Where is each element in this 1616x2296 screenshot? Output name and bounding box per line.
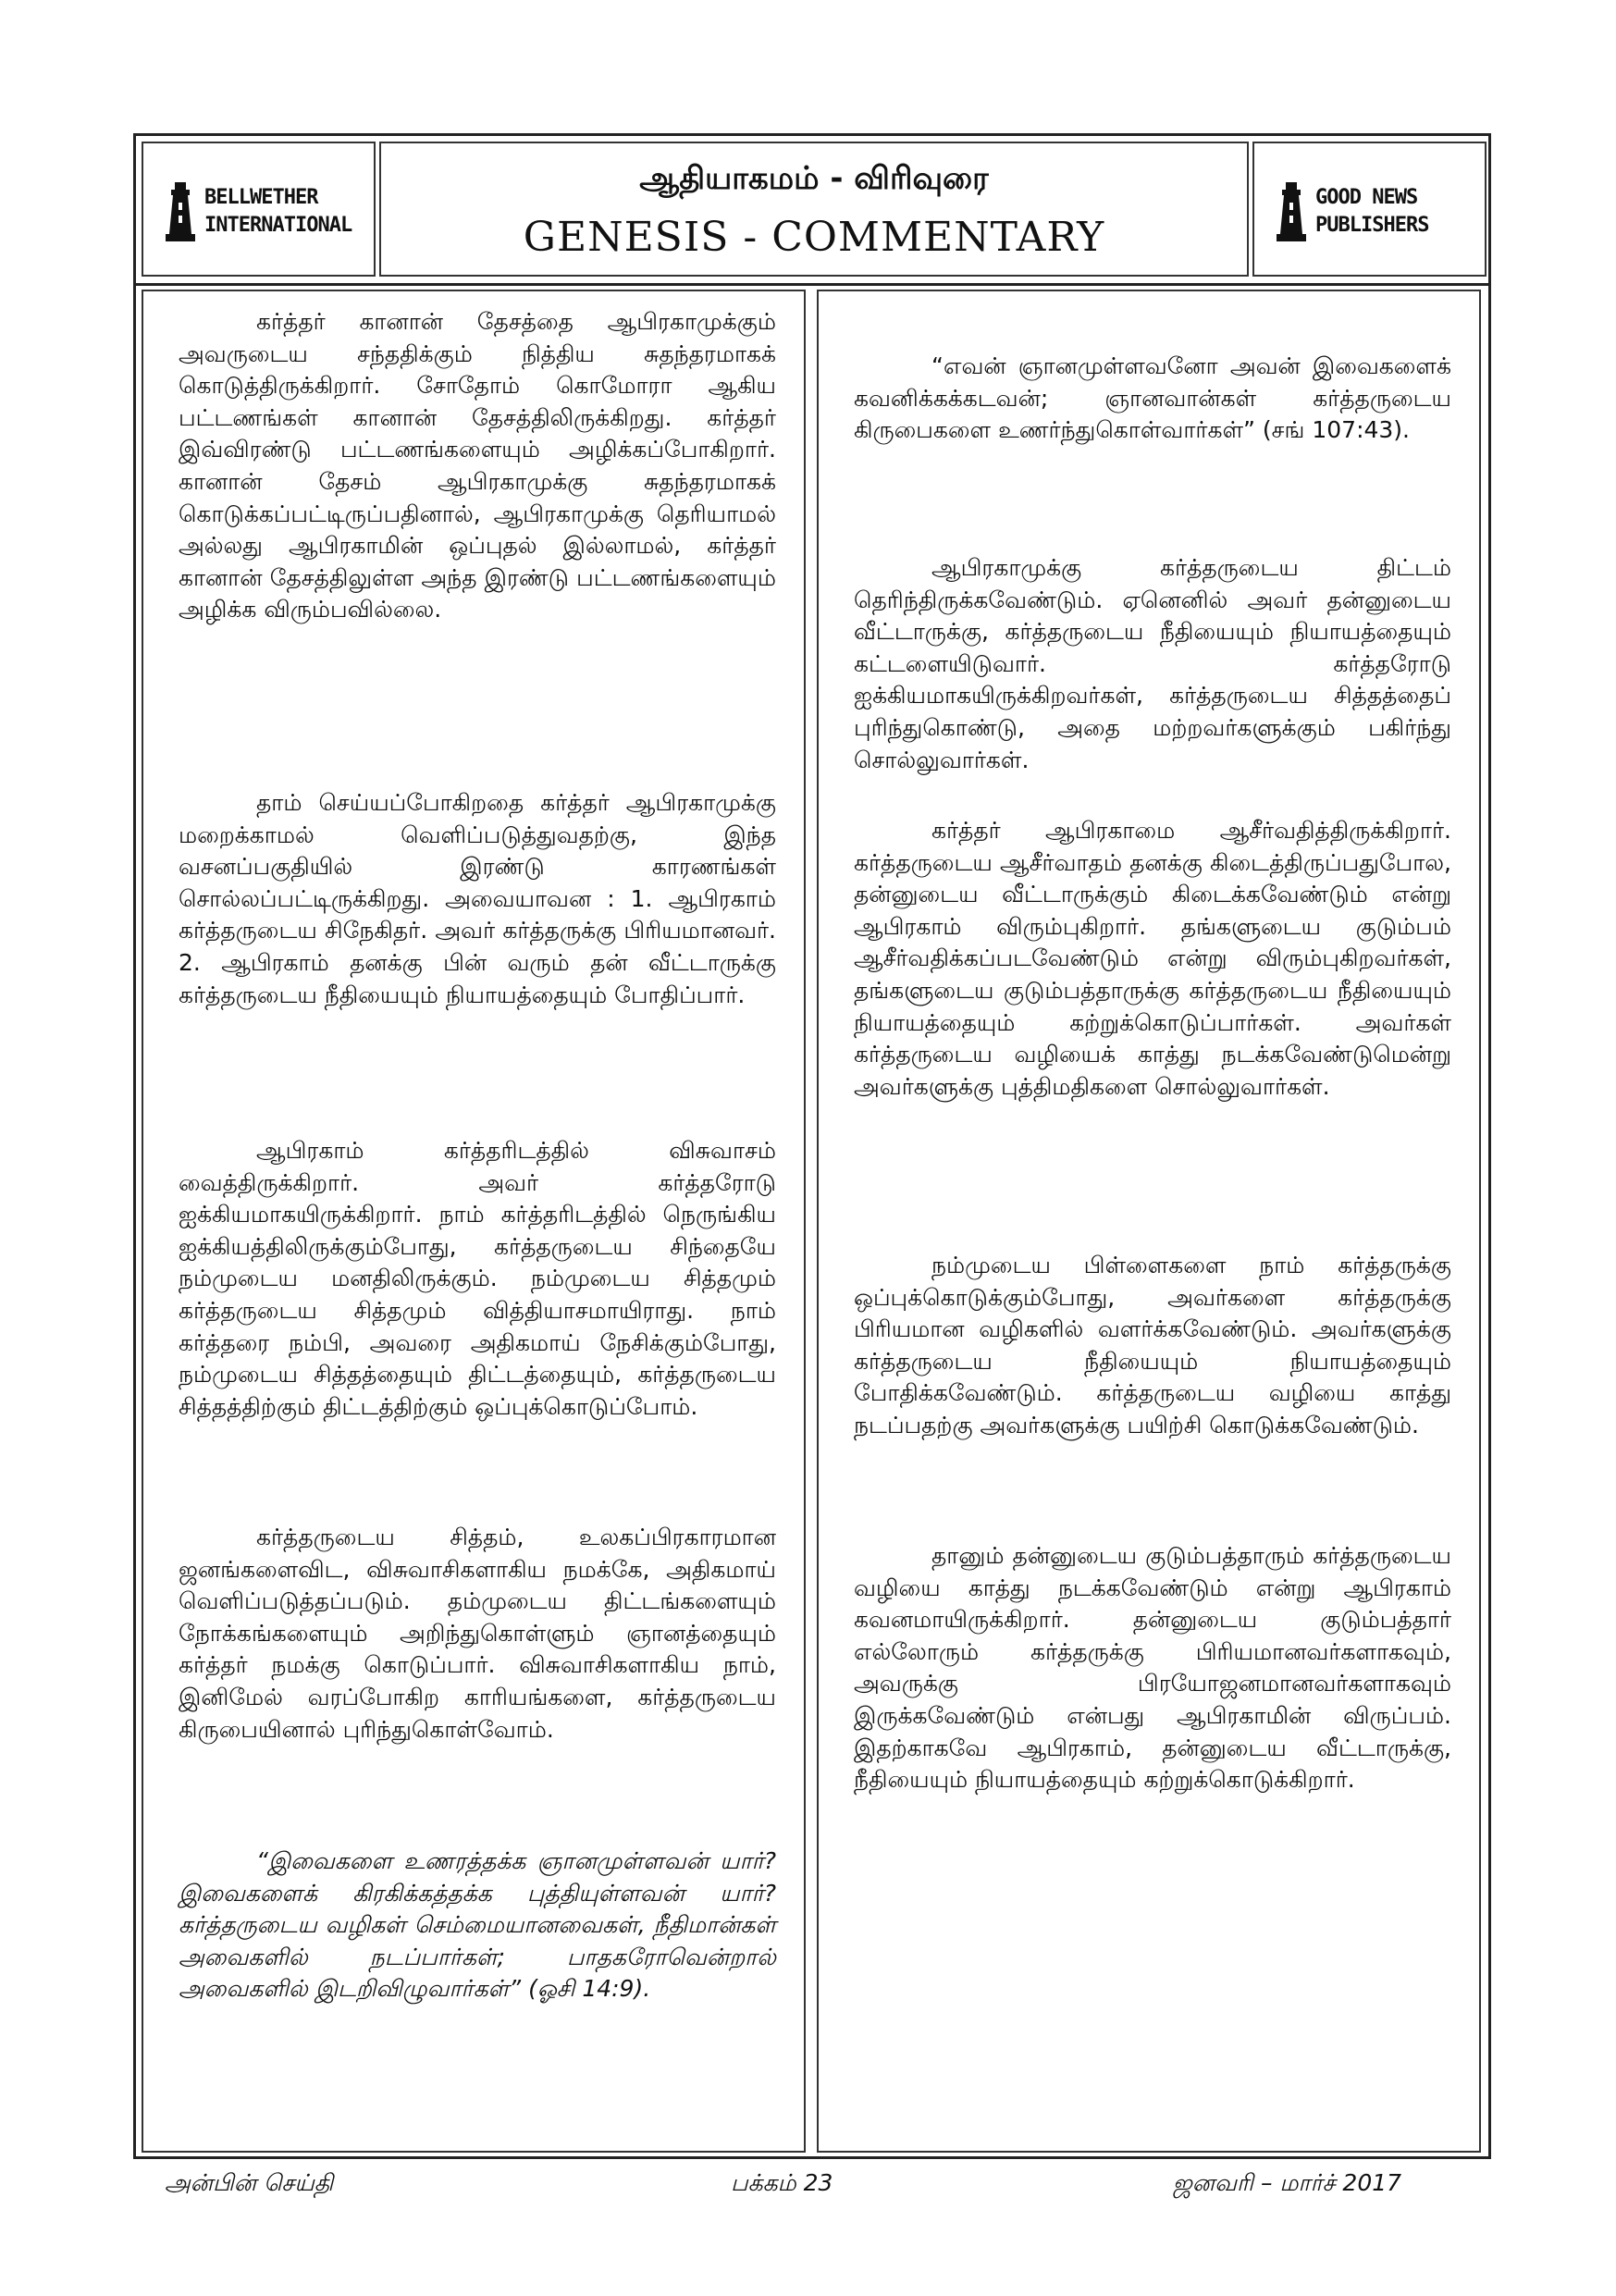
paragraph: நம்முடைய பிள்ளைகளை நாம் கர்த்தருக்கு ஒப்புக்கொடுக்கும்போது, அவர்களை கர்த்தருக்கு பிரியமான வழிகளில் வளர்க்கவேண்டும். அவர்களுக்கு கர்த்தருடைய நீதியையும் நியாயத்தையும் போதிக்கவேண்டும். கர்த்தருடைய வழியை காத்து நடப்பதற்கு அவர்களுக்கு பயிற்சி கொடுக்கவேண்டும். [854, 1252, 1451, 1438]
quote-paragraph: “எவன் ஞானமுள்ளவனோ அவன் இவைகளைக் கவனிக்கக்கடவன்; ஞானவான்கள் கர்த்தருடைய கிருபைகளை உணர்ந்துகொள்வார்கள்” (சங் 107:43). [854, 352, 1451, 444]
logo-line-1: BELLWETHER [204, 186, 318, 209]
page-header [136, 136, 1488, 286]
page-frame [133, 133, 1491, 2159]
paragraph: ஆபிரகாமுக்கு கர்த்தருடைய திட்டம் தெரிந்திருக்கவேண்டும். ஏனெனில் அவர் தன்னுடைய வீட்டாருக்கு, கர்த்தருடைய நீதியையும் நியாயத்தையும் கட்டளையிடுவார். கர்த்தரோடு ஐக்கியமாகயிருக்கிறவர்கள், கர்த்தருடைய சித்தத்தைப் புரிந்துகொண்டு, அதை மற்றவர்களுக்கும் பகிர்ந்து சொல்லுவார்கள். [854, 554, 1451, 773]
logo-line-2: INTERNATIONAL [204, 214, 352, 237]
logo-line-1: GOOD NEWS [1315, 186, 1418, 209]
page-footer [0, 2160, 1616, 2216]
tower-icon [162, 180, 199, 243]
logo-line-2: PUBLISHERS [1315, 214, 1429, 237]
quote-paragraph: “இவைகளை உணரத்தக்க ஞானமுள்ளவன் யார்? இவைகளைக் கிரகிக்கத்தக்க புத்தியுள்ளவன் யார்? கர்த்தருடைய வழிகள் செம்மையானவைகள், நீதிமான்கள் அவைகளில் நடப்பார்கள்; பாதகரோவென்றால் அவைகளில் இடறிவிழுவார்கள்” (ஓசி 14:9). [179, 1847, 776, 2003]
footer-issue-date: ஜனவரி – மார்ச் 2017 [1173, 2169, 1402, 2196]
footer-magazine-name: அன்பின் செய்தி [165, 2169, 334, 2196]
good-news-logo-box [1252, 142, 1486, 277]
bellwether-logo [162, 180, 352, 243]
paragraph: கர்த்தருடைய சித்தம், உலகப்பிரகாரமான ஜனங்களைவிட, விசுவாசிகளாகிய நமக்கே, அதிகமாய் வெளிப்படுத்தப்படும். தம்முடைய திட்டங்களையும் நோக்கங்களையும் அறிந்துகொள்ளும் ஞானத்தையும் கர்த்தர் நமக்கு கொடுப்பார். விசுவாசிகளாகிய நாம், இனிமேல் வரப்போகிற காரியங்களை, கர்த்தருடைய கிருபையினால் புரிந்துகொள்வோம். [179, 1524, 776, 1743]
good-news-logo [1273, 180, 1428, 243]
title-box [379, 142, 1249, 277]
paragraph: தாம் செய்யப்போகிறதை கர்த்தர் ஆபிரகாமுக்கு மறைக்காமல் வெளிப்படுத்துவதற்கு, இந்த வசனப்பகுதியில் இரண்டு காரணங்கள் சொல்லப்பட்டிருக்கிறது. அவையாவன : 1. ஆபிரகாம் கர்த்தருடைய சிநேகிதர். அவர் கர்த்தருக்கு பிரியமானவர். 2. ஆபிரகாம் தனக்கு பின் வரும் தன் வீட்டாருக்கு கர்த்தருடைய நீதியையும் நியாயத்தையும் போதிப்பார். [179, 789, 776, 1008]
paragraph: கர்த்தர் கானான் தேசத்தை ஆபிரகாமுக்கும் அவருடைய சந்ததிக்கும் நித்திய சுதந்தரமாகக் கொடுத்திருக்கிறார். சோதோம் கொமோரா ஆகிய பட்டணங்கள் கானான் தேசத்திலிருக்கிறது. கர்த்தர் இவ்விரண்டு பட்டணங்களையும் அழிக்கப்போகிறார். கானான் தேசம் ஆபிரகாமுக்கு சுதந்தரமாகக் கொடுக்கப்பட்டிருப்பதினால், ஆபிரகாமுக்கு தெரியாமல் அல்லது ஆபிரகாமின் ஒப்புதல் இல்லாமல், கர்த்தர் கானான் தேசத்திலுள்ள அந்த இரண்டு பட்டணங்களையும் அழிக்க விரும்பவில்லை. [179, 308, 776, 623]
left-column [142, 290, 806, 2153]
paragraph: கர்த்தர் ஆபிரகாமை ஆசீர்வதித்திருக்கிறார். கர்த்தருடைய ஆசீர்வாதம் தனக்கு கிடைத்திருப்பதுபோல, தன்னுடைய வீட்டாருக்கும் கிடைக்கவேண்டும் என்று ஆபிரகாம் விரும்புகிறார். தங்களுடைய குடும்பம் ஆசீர்வதிக்கப்படவேண்டும் என்று விரும்புகிறவர்கள், தங்களுடைய குடும்பத்தாருக்கு கர்த்தருடைய நீதியையும் நியாயத்தையும் கற்றுக்கொடுப்பார்கள். அவர்கள் கர்த்தருடைய வழியைக் காத்து நடக்கவேண்டுமென்று அவர்களுக்கு புத்திமதிகளை சொல்லுவார்கள். [854, 817, 1451, 1100]
bellwether-logo-box [142, 142, 376, 277]
tower-icon [1273, 180, 1310, 243]
paragraph: ஆபிரகாம் கர்த்தரிடத்தில் விசுவாசம் வைத்திருக்கிறார். அவர் கர்த்தரோடு ஐக்கியமாகயிருக்கிறார். நாம் கர்த்தரிடத்தில் நெருங்கிய ஐக்கியத்திலிருக்கும்போது, கர்த்தருடைய சிந்தையே நம்முடைய மனதிலிருக்கும். நம்முடைய சித்தமும் கர்த்தருடைய சித்தமும் வித்தியாசமாயிராது. நாம் கர்த்தரை நம்பி, அவரை அதிகமாய் நேசிக்கும்போது, நம்முடைய சித்தத்தையும் திட்டத்தையும், கர்த்தருடைய சித்தத்திற்கும் திட்டத்திற்கும் ஒப்புக்கொடுப்போம். [179, 1137, 776, 1420]
footer-page-number: பக்கம் 23 [731, 2169, 833, 2196]
paragraph: தானும் தன்னுடைய குடும்பத்தாரும் கர்த்தருடைய வழியை காத்து நடக்கவேண்டும் என்று ஆபிரகாம் கவனமாயிருக்கிறார். தன்னுடைய குடும்பத்தார் எல்லோரும் கர்த்தருக்கு பிரியமானவர்களாகவும், அவருக்கு பிரயோஜனமானவர்களாகவும் இருக்கவேண்டும் என்பது ஆபிரகாமின் விருப்பம். இதற்காகவே ஆபிரகாம், தன்னுடைய வீட்டாருக்கு, நீதியையும் நியாயத்தையும் கற்றுக்கொடுக்கிறார். [854, 1542, 1451, 1794]
title-english: GENESIS - COMMENTARY [523, 214, 1105, 261]
title-tamil: ஆதியாகமம் - விரிவுரை [639, 160, 989, 197]
right-column [817, 290, 1481, 2153]
